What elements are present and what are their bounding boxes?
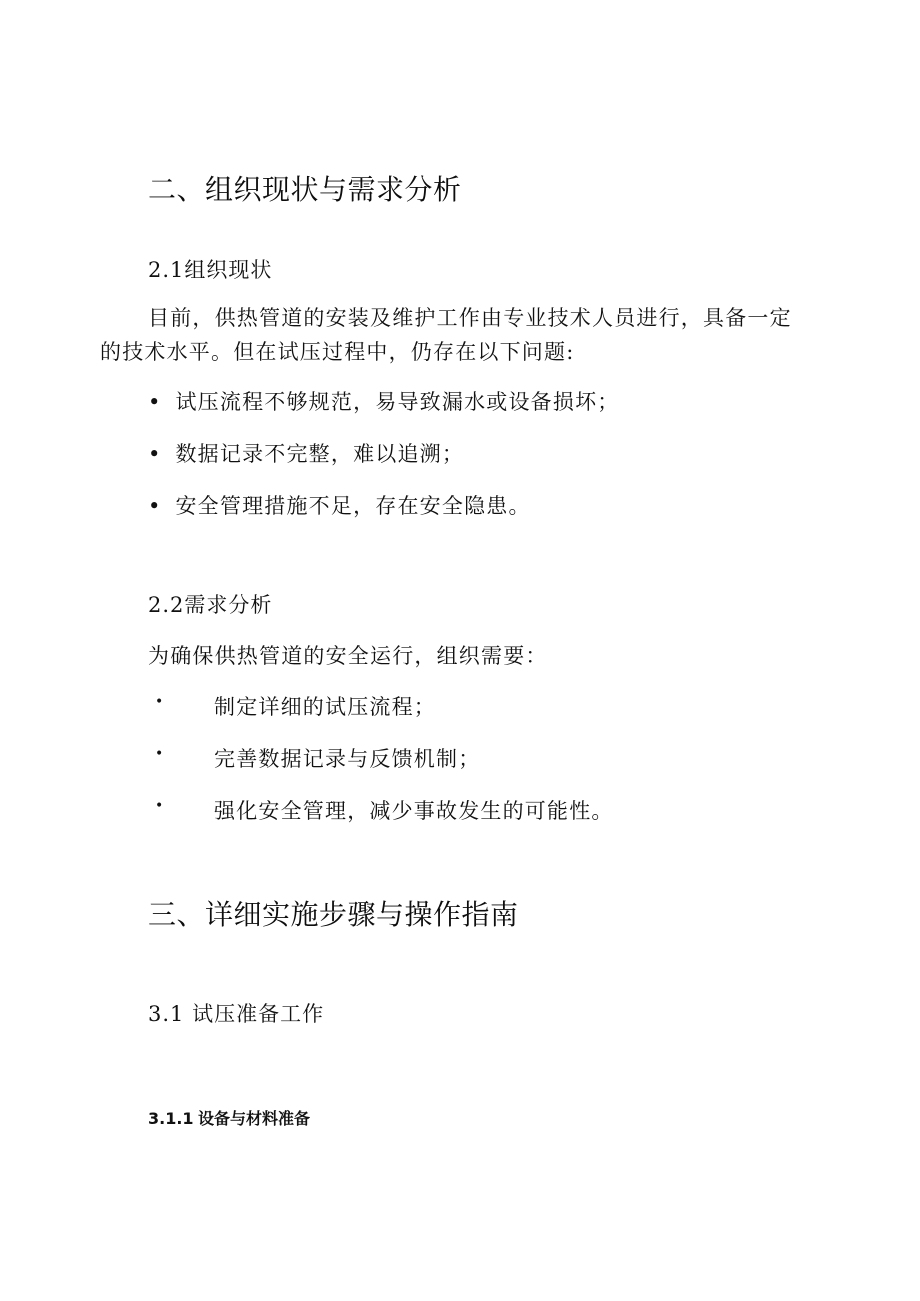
heading-number: 3.1.1 bbox=[148, 1109, 194, 1128]
bullet-icon: • bbox=[148, 390, 161, 414]
list-item bbox=[148, 386, 619, 416]
heading-text: 设备与材料准备 bbox=[198, 1109, 311, 1128]
list-item bbox=[148, 438, 464, 468]
list-item bbox=[148, 490, 531, 520]
list-item-text: 制定详细的试压流程； bbox=[214, 695, 436, 719]
bullet-icon: • bbox=[155, 746, 164, 762]
subsection-heading-3-1: 3.1 试压准备工作 bbox=[148, 1002, 325, 1026]
subsection-heading-2-1: 2.1组织现状 bbox=[148, 258, 273, 282]
bullet-icon: • bbox=[148, 494, 161, 518]
list-item-text: 数据记录不完整，难以追溯； bbox=[175, 442, 465, 466]
list-item-text: 完善数据记录与反馈机制； bbox=[214, 747, 481, 771]
paragraph-text: 目前，供热管道的安装及维护工作由专业技术人员进行，具备一定的技术水平。但在试压过程中，仍存在以下问题: bbox=[100, 306, 792, 364]
section-heading-3: 三、详细实施步骤与操作指南 bbox=[148, 898, 519, 931]
section-heading-2: 二、组织现状与需求分析 bbox=[148, 173, 462, 206]
list-item bbox=[155, 691, 163, 710]
paragraph-needs-intro: 为确保供热管道的安全运行，组织需要： bbox=[148, 644, 548, 668]
bullet-icon: • bbox=[155, 798, 164, 814]
subsection-heading-2-2: 2.2需求分析 bbox=[148, 593, 273, 617]
bullet-icon: • bbox=[148, 442, 161, 466]
subsubsection-heading-3-1-1 bbox=[148, 1106, 310, 1129]
list-item bbox=[155, 795, 163, 814]
paragraph-current-status bbox=[100, 301, 800, 369]
list-item bbox=[155, 743, 163, 762]
list-item-text: 试压流程不够规范，易导致漏水或设备损坏； bbox=[175, 390, 620, 414]
list-item-text: 强化安全管理，减少事故发生的可能性。 bbox=[214, 799, 614, 823]
list-item-text: 安全管理措施不足，存在安全隐患。 bbox=[175, 494, 531, 518]
bullet-icon: • bbox=[155, 694, 164, 710]
